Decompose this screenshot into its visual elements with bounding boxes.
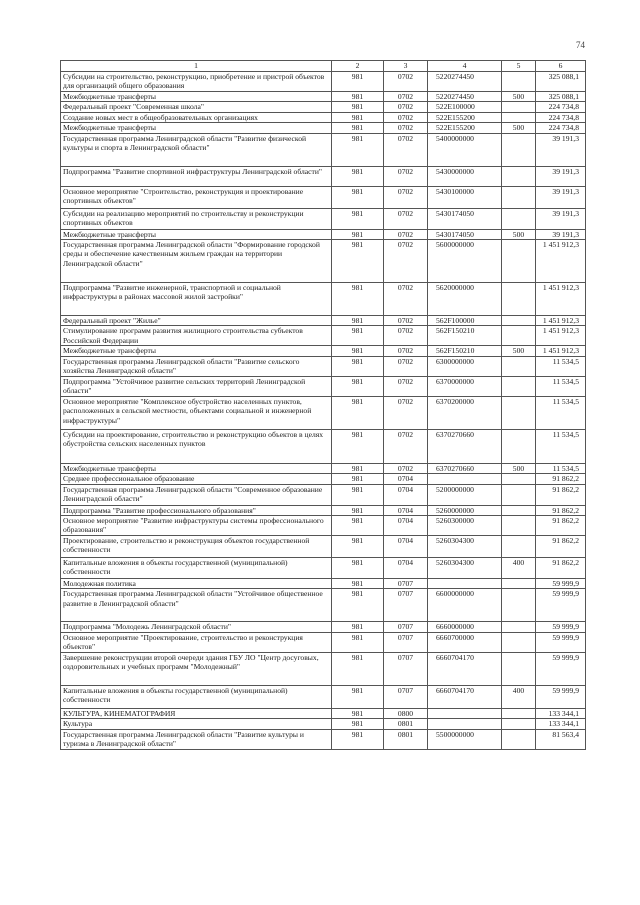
- row-name-cell: Капитальные вложения в объекты государственной (муниципальной) собственности: [61, 558, 332, 579]
- grbs-code-cell: 981: [332, 123, 384, 133]
- table-row: [61, 376, 586, 396]
- row-name-cell: Проектирование, строительство и реконструкция объектов государственной собственности: [61, 536, 332, 558]
- target-article-cell: [428, 719, 502, 729]
- target-article-cell: 6660700000: [428, 632, 502, 652]
- grbs-code-cell: 981: [332, 112, 384, 122]
- grbs-code-cell: 981: [332, 719, 384, 729]
- target-article-cell: 5220274450: [428, 92, 502, 102]
- grbs-code-cell: 981: [332, 102, 384, 112]
- grbs-code-cell: 981: [332, 229, 384, 239]
- section-code-cell: 0707: [384, 652, 428, 685]
- grbs-code-cell: 981: [332, 536, 384, 558]
- grbs-code-cell: 981: [332, 463, 384, 473]
- expense-type-cell: 400: [502, 685, 536, 708]
- table-row: [61, 326, 586, 346]
- grbs-code-cell: 981: [332, 240, 384, 283]
- row-name-cell: Подпрограмма "Развитие профессионального образования": [61, 505, 332, 515]
- target-article-cell: 5260000000: [428, 505, 502, 515]
- row-name-cell: Подпрограмма "Молодежь Ленинградской области": [61, 622, 332, 632]
- amount-cell: 11 534,5: [536, 463, 586, 473]
- expense-type-cell: [502, 102, 536, 112]
- section-code-cell: 0702: [384, 229, 428, 239]
- expense-type-cell: [502, 208, 536, 229]
- grbs-code-cell: 981: [332, 632, 384, 652]
- section-code-cell: 0704: [384, 516, 428, 536]
- grbs-code-cell: 981: [332, 622, 384, 632]
- row-name-cell: Межбюджетные трансферты: [61, 463, 332, 473]
- section-code-cell: 0707: [384, 589, 428, 622]
- row-name-cell: Государственная программа Ленинградской области "Современное образование Ленинградской области": [61, 484, 332, 505]
- table-row: [61, 708, 586, 718]
- section-code-cell: 0801: [384, 719, 428, 729]
- section-code-cell: 0707: [384, 632, 428, 652]
- amount-cell: 59 999,9: [536, 579, 586, 589]
- grbs-code-cell: 981: [332, 484, 384, 505]
- target-article-cell: 6660704170: [428, 652, 502, 685]
- section-code-cell: 0702: [384, 326, 428, 346]
- expense-type-cell: [502, 396, 536, 429]
- expense-type-cell: [502, 474, 536, 484]
- table-row: [61, 652, 586, 685]
- section-code-cell: 0704: [384, 484, 428, 505]
- row-name-cell: Основное мероприятие "Проектирование, строительство и реконструкция объектов": [61, 632, 332, 652]
- grbs-code-cell: 981: [332, 316, 384, 326]
- section-code-cell: 0702: [384, 133, 428, 166]
- row-name-cell: Основное мероприятие "Комплексное обустройство населенных пунктов, расположенных в сельской местности, объектами социальной и инженерной инфраструктуры": [61, 396, 332, 429]
- expense-type-cell: [502, 356, 536, 376]
- table-row: [61, 558, 586, 579]
- amount-cell: 133 344,1: [536, 708, 586, 718]
- grbs-code-cell: 981: [332, 589, 384, 622]
- grbs-code-cell: 981: [332, 72, 384, 92]
- table-row: [61, 463, 586, 473]
- grbs-code-cell: 981: [332, 685, 384, 708]
- amount-cell: 39 191,3: [536, 186, 586, 208]
- amount-cell: 11 534,5: [536, 396, 586, 429]
- grbs-code-cell: 981: [332, 166, 384, 186]
- expense-type-cell: [502, 579, 536, 589]
- target-article-cell: 6300000000: [428, 356, 502, 376]
- table-row: [61, 112, 586, 122]
- row-name-cell: Основное мероприятие "Развитие инфраструктуры системы профессионального образования": [61, 516, 332, 536]
- row-name-cell: Подпрограмма "Устойчивое развитие сельских территорий Ленинградской области": [61, 376, 332, 396]
- expense-type-cell: [502, 484, 536, 505]
- target-article-cell: 6660704170: [428, 685, 502, 708]
- section-code-cell: 0702: [384, 356, 428, 376]
- amount-cell: 11 534,5: [536, 429, 586, 463]
- amount-cell: 91 862,2: [536, 474, 586, 484]
- table-row: [61, 72, 586, 92]
- amount-cell: 11 534,5: [536, 376, 586, 396]
- target-article-cell: 5430000000: [428, 166, 502, 186]
- grbs-code-cell: 981: [332, 729, 384, 749]
- section-code-cell: 0704: [384, 474, 428, 484]
- section-code-cell: 0702: [384, 396, 428, 429]
- target-article-cell: 6370270660: [428, 429, 502, 463]
- grbs-code-cell: 981: [332, 505, 384, 515]
- column-number: 1: [61, 61, 332, 72]
- section-code-cell: 0801: [384, 729, 428, 749]
- grbs-code-cell: 981: [332, 133, 384, 166]
- target-article-cell: 6370200000: [428, 396, 502, 429]
- expense-type-cell: 500: [502, 229, 536, 239]
- row-name-cell: Межбюджетные трансферты: [61, 346, 332, 356]
- target-article-cell: 6370270660: [428, 463, 502, 473]
- table-row: [61, 579, 586, 589]
- table-row: [61, 186, 586, 208]
- section-code-cell: 0702: [384, 463, 428, 473]
- amount-cell: 91 862,2: [536, 536, 586, 558]
- amount-cell: 91 862,2: [536, 505, 586, 515]
- amount-cell: 1 451 912,3: [536, 283, 586, 316]
- table-row: [61, 92, 586, 102]
- section-code-cell: 0702: [384, 208, 428, 229]
- table-row: [61, 102, 586, 112]
- column-number-row: [61, 61, 586, 72]
- section-code-cell: 0702: [384, 186, 428, 208]
- table-row: [61, 622, 586, 632]
- expense-type-cell: [502, 376, 536, 396]
- table-row: [61, 719, 586, 729]
- amount-cell: 1 451 912,3: [536, 346, 586, 356]
- amount-cell: 325 088,1: [536, 92, 586, 102]
- section-code-cell: 0707: [384, 579, 428, 589]
- page-number: 74: [576, 40, 585, 50]
- expense-type-cell: [502, 708, 536, 718]
- expense-type-cell: [502, 729, 536, 749]
- target-article-cell: 522E155200: [428, 123, 502, 133]
- amount-cell: 133 344,1: [536, 719, 586, 729]
- grbs-code-cell: 981: [332, 474, 384, 484]
- table-row: [61, 316, 586, 326]
- table-row: [61, 356, 586, 376]
- table-row: [61, 536, 586, 558]
- section-code-cell: 0707: [384, 685, 428, 708]
- grbs-code-cell: 981: [332, 346, 384, 356]
- row-name-cell: Капитальные вложения в объекты государственной (муниципальной) собственности: [61, 685, 332, 708]
- row-name-cell: Межбюджетные трансферты: [61, 229, 332, 239]
- target-article-cell: 522E100000: [428, 102, 502, 112]
- column-number: 5: [502, 61, 536, 72]
- table-row: [61, 729, 586, 749]
- target-article-cell: 5620000000: [428, 283, 502, 316]
- table-row: [61, 346, 586, 356]
- expense-type-cell: 400: [502, 558, 536, 579]
- column-number: 2: [332, 61, 384, 72]
- grbs-code-cell: 981: [332, 708, 384, 718]
- row-name-cell: Государственная программа Ленинградской области "Развитие сельского хозяйства Ленинградской области": [61, 356, 332, 376]
- section-code-cell: 0702: [384, 283, 428, 316]
- amount-cell: 39 191,3: [536, 229, 586, 239]
- expense-type-cell: [502, 429, 536, 463]
- amount-cell: 1 451 912,3: [536, 326, 586, 346]
- grbs-code-cell: 981: [332, 652, 384, 685]
- section-code-cell: 0702: [384, 316, 428, 326]
- table-row: [61, 474, 586, 484]
- row-name-cell: Федеральный проект "Жилье": [61, 316, 332, 326]
- row-name-cell: Завершение реконструкции второй очереди здания ГБУ ЛО "Центр досуговых, оздоровительных и учебных программ "Молодежный": [61, 652, 332, 685]
- section-code-cell: 0702: [384, 102, 428, 112]
- grbs-code-cell: 981: [332, 516, 384, 536]
- row-name-cell: Подпрограмма "Развитие спортивной инфраструктуры Ленинградской области": [61, 166, 332, 186]
- expense-type-cell: 500: [502, 123, 536, 133]
- grbs-code-cell: 981: [332, 376, 384, 396]
- expense-type-cell: [502, 186, 536, 208]
- expense-type-cell: [502, 652, 536, 685]
- amount-cell: 224 734,8: [536, 112, 586, 122]
- row-name-cell: Подпрограмма "Развитие инженерной, транспортной и социальной инфраструктуры в районах массовой жилой застройки": [61, 283, 332, 316]
- expense-type-cell: [502, 622, 536, 632]
- row-name-cell: Федеральный проект "Современная школа": [61, 102, 332, 112]
- amount-cell: 59 999,9: [536, 589, 586, 622]
- target-article-cell: 5260304300: [428, 536, 502, 558]
- amount-cell: 81 563,4: [536, 729, 586, 749]
- target-article-cell: 5220274450: [428, 72, 502, 92]
- grbs-code-cell: 981: [332, 283, 384, 316]
- column-number: 4: [428, 61, 502, 72]
- table-row: [61, 133, 586, 166]
- row-name-cell: Субсидии на строительство, реконструкцию, приобретение и пристрой объектов для организаций общего образования: [61, 72, 332, 92]
- grbs-code-cell: 981: [332, 208, 384, 229]
- section-code-cell: 0702: [384, 123, 428, 133]
- expense-type-cell: [502, 283, 536, 316]
- amount-cell: 11 534,5: [536, 356, 586, 376]
- section-code-cell: 0704: [384, 558, 428, 579]
- row-name-cell: Государственная программа Ленинградской области "Развитие культуры и туризма в Ленинградской области": [61, 729, 332, 749]
- expense-type-cell: [502, 536, 536, 558]
- table-row: [61, 429, 586, 463]
- grbs-code-cell: 981: [332, 396, 384, 429]
- table-row: [61, 516, 586, 536]
- target-article-cell: 5500000000: [428, 729, 502, 749]
- row-name-cell: Стимулирование программ развития жилищного строительства субъектов Российской Федерации: [61, 326, 332, 346]
- budget-table: [60, 60, 586, 750]
- expense-type-cell: 500: [502, 463, 536, 473]
- row-name-cell: Государственная программа Ленинградской области "Устойчивое общественное развитие в Ленинградской области": [61, 589, 332, 622]
- row-name-cell: Культура: [61, 719, 332, 729]
- target-article-cell: 6660000000: [428, 622, 502, 632]
- target-article-cell: 522E155200: [428, 112, 502, 122]
- expense-type-cell: [502, 72, 536, 92]
- expense-type-cell: [502, 166, 536, 186]
- expense-type-cell: [502, 719, 536, 729]
- grbs-code-cell: 981: [332, 186, 384, 208]
- grbs-code-cell: 981: [332, 356, 384, 376]
- amount-cell: 59 999,9: [536, 652, 586, 685]
- grbs-code-cell: 981: [332, 326, 384, 346]
- expense-type-cell: [502, 240, 536, 283]
- grbs-code-cell: 981: [332, 558, 384, 579]
- target-article-cell: [428, 579, 502, 589]
- expense-type-cell: 500: [502, 346, 536, 356]
- amount-cell: 325 088,1: [536, 72, 586, 92]
- amount-cell: 91 862,2: [536, 558, 586, 579]
- amount-cell: 1 451 912,3: [536, 316, 586, 326]
- row-name-cell: Молодежная политика: [61, 579, 332, 589]
- target-article-cell: 5200000000: [428, 484, 502, 505]
- row-name-cell: Создание новых мест в общеобразовательных организациях: [61, 112, 332, 122]
- column-number: 6: [536, 61, 586, 72]
- table-row: [61, 229, 586, 239]
- target-article-cell: 5260304300: [428, 558, 502, 579]
- target-article-cell: 562F150210: [428, 326, 502, 346]
- expense-type-cell: [502, 112, 536, 122]
- target-article-cell: 5430174050: [428, 229, 502, 239]
- grbs-code-cell: 981: [332, 92, 384, 102]
- table-row: [61, 632, 586, 652]
- row-name-cell: Субсидии на реализацию мероприятий по строительству и реконструкции спортивных объектов: [61, 208, 332, 229]
- amount-cell: 59 999,9: [536, 685, 586, 708]
- row-name-cell: Межбюджетные трансферты: [61, 123, 332, 133]
- expense-type-cell: [502, 505, 536, 515]
- amount-cell: 39 191,3: [536, 166, 586, 186]
- section-code-cell: 0702: [384, 112, 428, 122]
- expense-type-cell: [502, 133, 536, 166]
- row-name-cell: Государственная программа Ленинградской области "Формирование городской среды и обеспечение качественным жильем граждан на территории Ленинградской области": [61, 240, 332, 283]
- expense-type-cell: [502, 589, 536, 622]
- expense-type-cell: 500: [502, 92, 536, 102]
- target-article-cell: 5430100000: [428, 186, 502, 208]
- target-article-cell: 562F100000: [428, 316, 502, 326]
- row-name-cell: Среднее профессиональное образование: [61, 474, 332, 484]
- expense-type-cell: [502, 326, 536, 346]
- expense-type-cell: [502, 632, 536, 652]
- target-article-cell: 562F150210: [428, 346, 502, 356]
- table-row: [61, 166, 586, 186]
- section-code-cell: 0702: [384, 92, 428, 102]
- section-code-cell: 0702: [384, 376, 428, 396]
- table-row: [61, 589, 586, 622]
- amount-cell: 59 999,9: [536, 632, 586, 652]
- target-article-cell: 6600000000: [428, 589, 502, 622]
- section-code-cell: 0704: [384, 536, 428, 558]
- amount-cell: 91 862,2: [536, 516, 586, 536]
- section-code-cell: 0702: [384, 429, 428, 463]
- target-article-cell: 5600000000: [428, 240, 502, 283]
- section-code-cell: 0702: [384, 166, 428, 186]
- section-code-cell: 0800: [384, 708, 428, 718]
- section-code-cell: 0704: [384, 505, 428, 515]
- amount-cell: 39 191,3: [536, 133, 586, 166]
- table-row: [61, 123, 586, 133]
- target-article-cell: 5400000000: [428, 133, 502, 166]
- target-article-cell: [428, 474, 502, 484]
- row-name-cell: КУЛЬТУРА, КИНЕМАТОГРАФИЯ: [61, 708, 332, 718]
- table-row: [61, 505, 586, 515]
- table-row: [61, 283, 586, 316]
- target-article-cell: 6370000000: [428, 376, 502, 396]
- section-code-cell: 0702: [384, 346, 428, 356]
- target-article-cell: 5430174050: [428, 208, 502, 229]
- section-code-cell: 0702: [384, 240, 428, 283]
- row-name-cell: Субсидии на проектирование, строительство и реконструкцию объектов в целях обустройства сельских населенных пунктов: [61, 429, 332, 463]
- amount-cell: 39 191,3: [536, 208, 586, 229]
- expense-type-cell: [502, 316, 536, 326]
- amount-cell: 224 734,8: [536, 123, 586, 133]
- row-name-cell: Государственная программа Ленинградской области "Развитие физической культуры и спорта в Ленинградской области": [61, 133, 332, 166]
- target-article-cell: 5260300000: [428, 516, 502, 536]
- column-number: 3: [384, 61, 428, 72]
- table-row: [61, 685, 586, 708]
- grbs-code-cell: 981: [332, 429, 384, 463]
- table-row: [61, 396, 586, 429]
- section-code-cell: 0702: [384, 72, 428, 92]
- table-row: [61, 240, 586, 283]
- target-article-cell: [428, 708, 502, 718]
- amount-cell: 91 862,2: [536, 484, 586, 505]
- amount-cell: 59 999,9: [536, 622, 586, 632]
- amount-cell: 1 451 912,3: [536, 240, 586, 283]
- section-code-cell: 0707: [384, 622, 428, 632]
- expense-type-cell: [502, 516, 536, 536]
- table-row: [61, 484, 586, 505]
- table-row: [61, 208, 586, 229]
- row-name-cell: Межбюджетные трансферты: [61, 92, 332, 102]
- grbs-code-cell: 981: [332, 579, 384, 589]
- row-name-cell: Основное мероприятие "Строительство, реконструкция и проектирование спортивных объектов": [61, 186, 332, 208]
- amount-cell: 224 734,8: [536, 102, 586, 112]
